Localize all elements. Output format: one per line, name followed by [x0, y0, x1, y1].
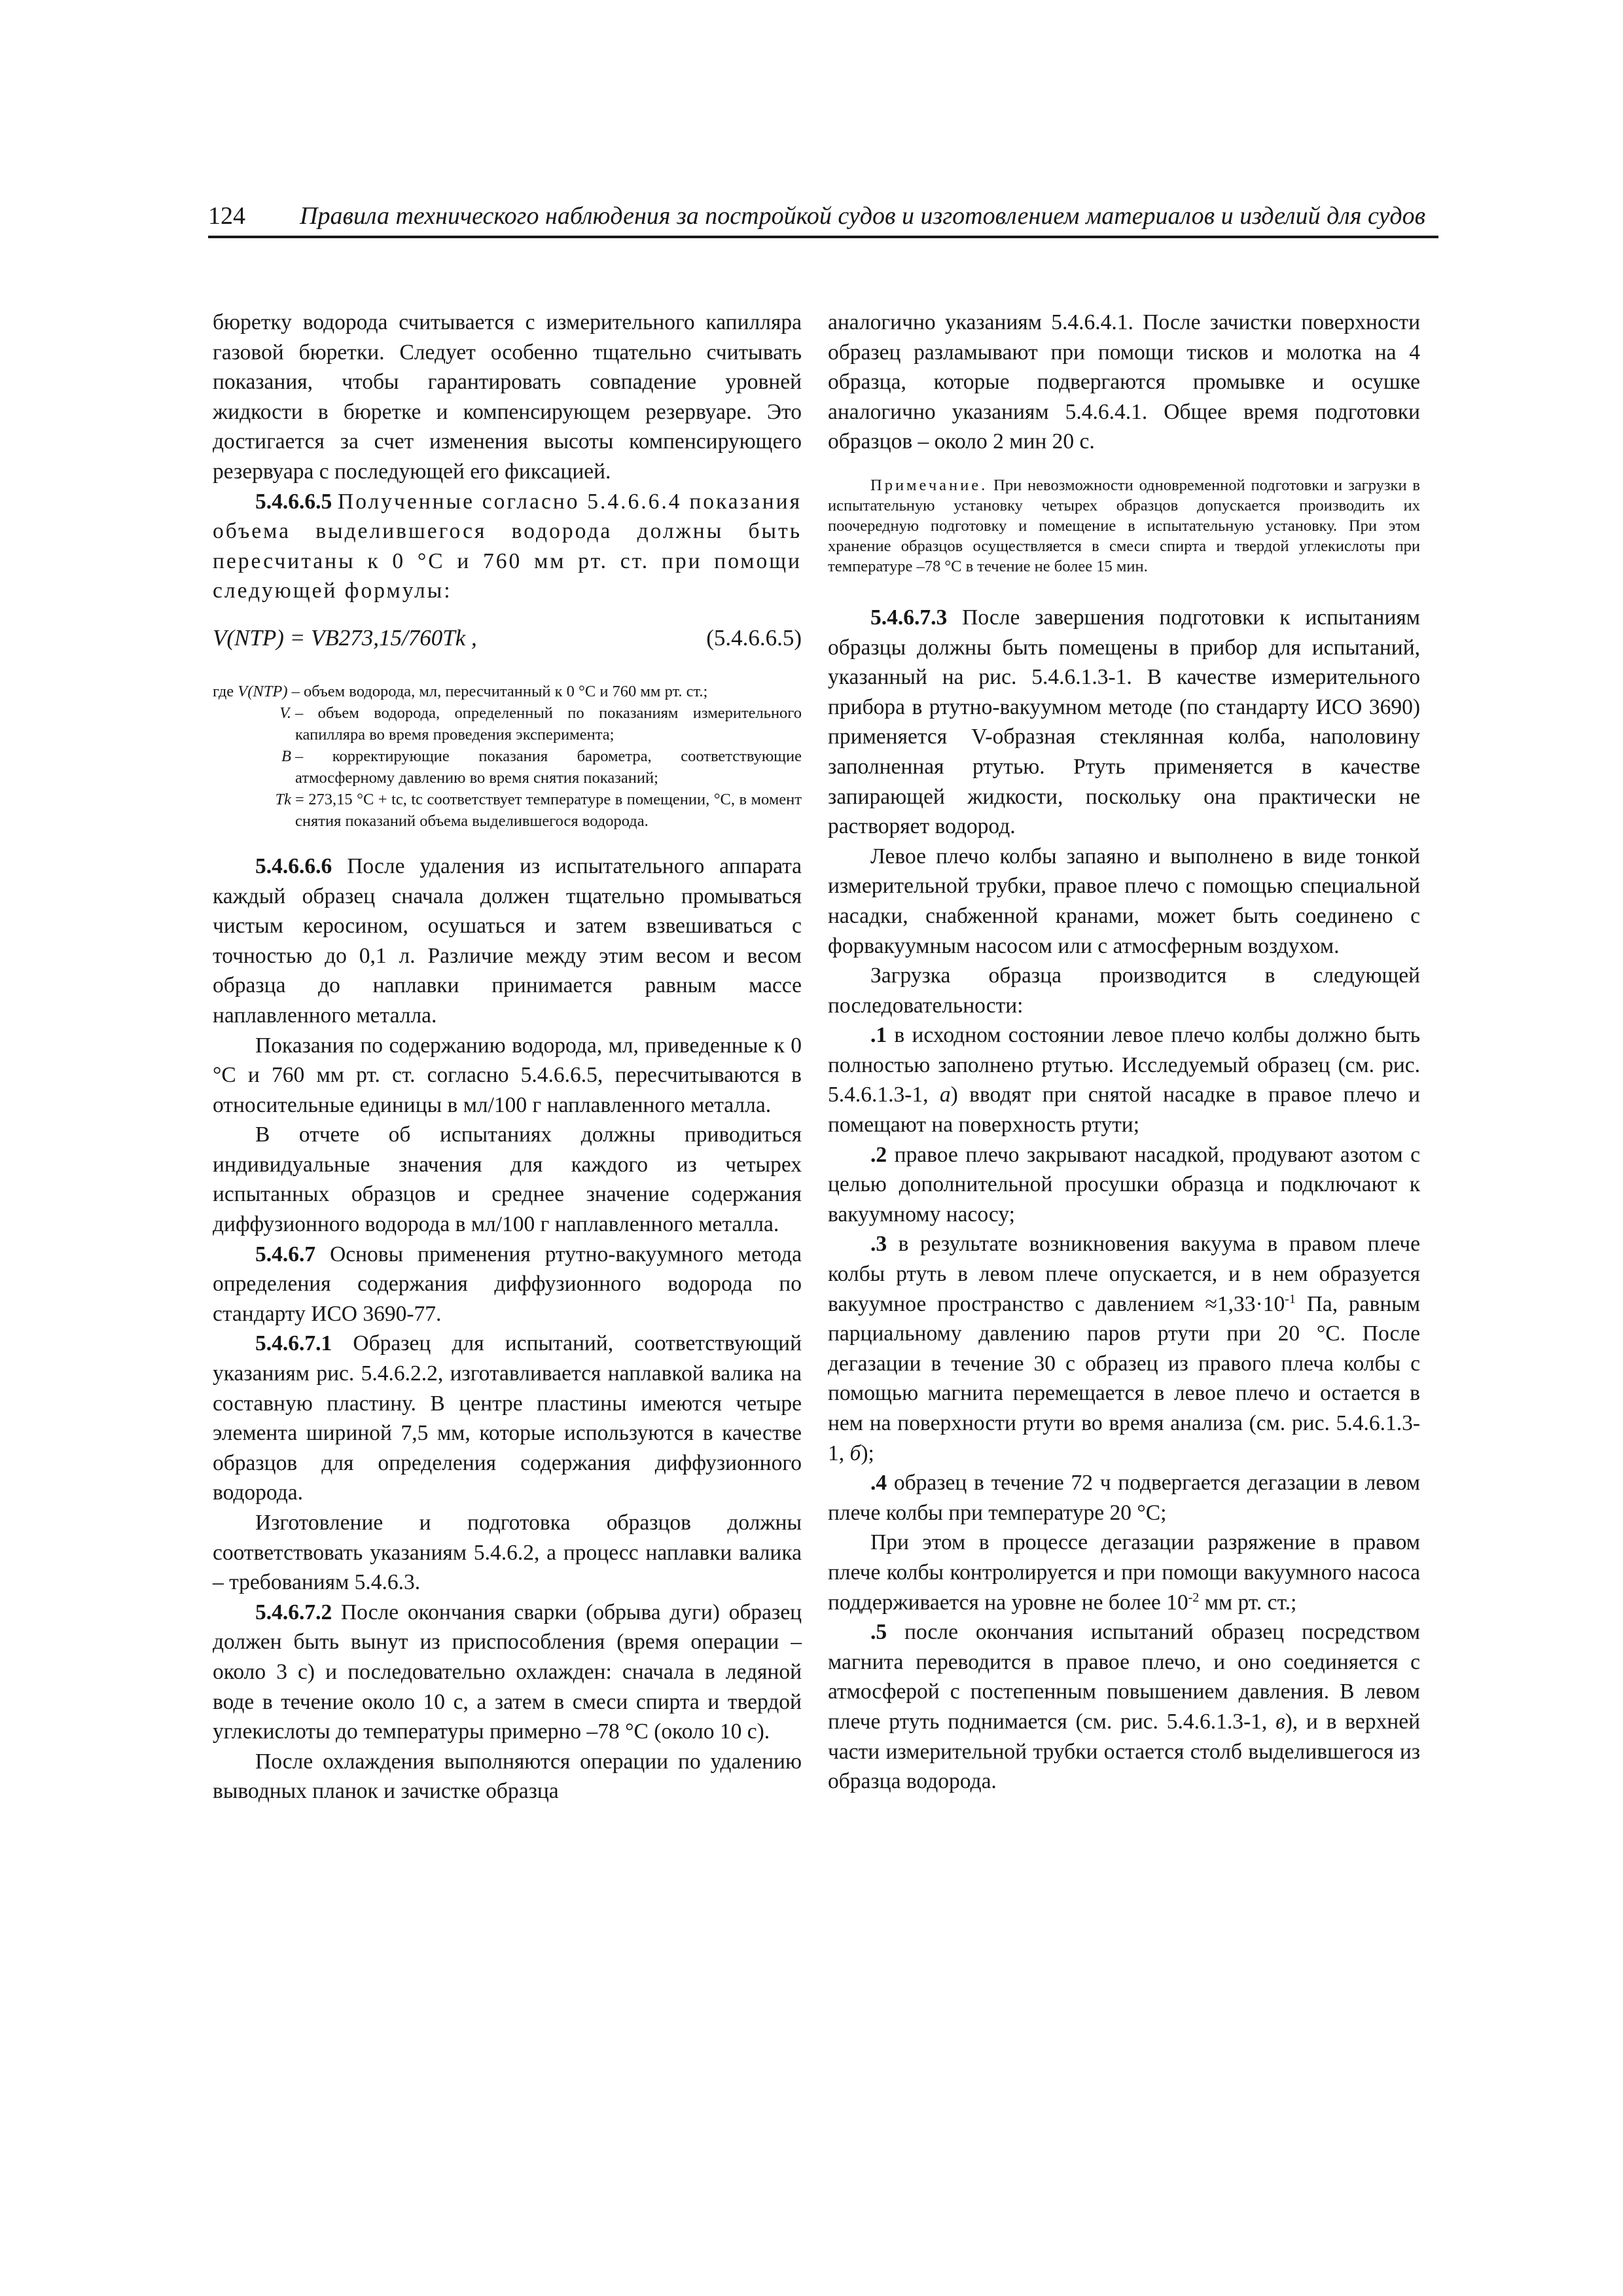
clause-number: 5.4.6.7	[255, 1242, 316, 1266]
paragraph-text: Левое плечо колбы запаяно и выполнено в виде тонкой измерительной трубки, правое плечо с помощью специальной насадки, снабженной кранами, может быть соединено с форвакуумным насосом или с атмосферным воздухом.	[828, 844, 1420, 958]
definition-item	[213, 789, 802, 832]
exponent: -1	[1285, 1291, 1296, 1306]
clause-number: 5.4.6.7.2	[255, 1600, 332, 1624]
formula-expression: V(NTP) = VB273,15/760Tk ,	[213, 624, 477, 651]
paragraph-text: После завершения подготовки к испытаниям образцы должны быть помещены в прибор для испытаний, указанный на рис. 5.4.6.1.3-1. В качестве измерительного прибора в ртутно-вакуумном методе (по стандарту ИСО 3690) применяется V-образная стеклянная колба, наполовину заполненная ртутью. Ртуть применяется в качестве запирающей жидкости, поскольку она практически не растворяет водород.	[828, 605, 1420, 839]
paragraph-5-4-6-6-5	[213, 487, 802, 606]
list-text: Па, равным парциальному давлению паров ртути при 20 °С. После дегазации в течение 30 с образец из правого плеча колбы с помощью магнита перемещается в левое плечо и остается в нем на поверхности ртути во время анализа (см. рис. 5.4.6.1.3-1,	[828, 1291, 1420, 1465]
paragraph	[828, 961, 1420, 1020]
clause-number: 5.4.6.6.5	[255, 489, 332, 514]
clause-number: 5.4.6.7.3	[870, 605, 948, 630]
paragraph-5-4-6-7	[213, 1240, 802, 1329]
paragraph-5-4-6-7-2	[213, 1598, 802, 1747]
figure-letter: в	[1275, 1709, 1285, 1734]
paragraph-5-4-6-6-6	[213, 852, 802, 1031]
note-body: При невозможности одновременной подготовки и загрузки в испытательную установку четырех образцов допускается производить их поочередную подготовку и помещение в испытательную установку. При этом хранение образцов осуществляется в смеси спирта и твердой углекислоты при температуре –78 °С в течение не более 15 мин.	[828, 476, 1420, 575]
list-text: образец в течение 72 ч подвергается дегазации в левом плече колбы при температуре 20 °С;	[828, 1471, 1421, 1525]
paragraph-text: аналогично указаниям 5.4.6.4.1. После зачистки поверхности образец разламывают при помощи тисков и молотка на 4 образца, которые подвергаются промывке и осушке аналогично указаниям 5.4.6.4.1. Общее время подготовки образцов – около 2 мин 20 с.	[828, 310, 1420, 454]
paragraph-text: Изготовление и подготовка образцов должны соответствовать указаниям 5.4.6.2, а процесс наплавки валика – требованиям 5.4.6.3.	[213, 1511, 802, 1595]
paragraph-5-4-6-7-3	[828, 603, 1420, 842]
definition-item	[213, 702, 802, 745]
paragraph	[828, 842, 1420, 961]
paragraph-text: После охлаждения выполняются операции по удалению выводных планок и зачистке образца	[213, 1749, 802, 1804]
note-block	[828, 475, 1420, 577]
list-text: );	[861, 1441, 874, 1465]
where-label: где	[213, 682, 234, 700]
paragraph-text: После окончания сварки (обрыва дуги) образец должен быть вынут из приспособления (время операции – около 3 с) и последовательно охлажден: сначала в ледяной воде в течение около 10 с, а затем в смеси спирта и твердой углекислоты до температуры примерно –78 °С (около 10 с).	[213, 1600, 802, 1744]
paragraph-text: Образец для испытаний, соответствующий указаниям рис. 5.4.6.2.2, изготавливается наплавкой валика на составную пластину. В центре пластины имеются четыре элемента шириной 7,5 мм, которые используются в качестве образцов для определения содержания диффузионного водорода.	[213, 1331, 802, 1505]
definition-text: = 273,15 °С + tc, tc соответствует температуре в помещении, °С, в момент снятия показаний объема выделившегося водорода.	[295, 790, 802, 830]
exponent: -2	[1188, 1590, 1200, 1605]
right-column	[828, 308, 1420, 1797]
list-marker: .4	[870, 1471, 887, 1496]
paragraph-text: Показания по содержанию водорода, мл, приведенные к 0 °С и 760 мм рт. ст. согласно 5.4.6.6.5, пересчитываются в относительные единицы в мл/100 г наплавленного металла.	[213, 1033, 802, 1117]
paragraph-text: Загрузка образца производится в следующей последовательности:	[828, 963, 1420, 1018]
paragraph	[828, 1528, 1420, 1617]
list-item-2	[828, 1140, 1420, 1230]
list-marker: .5	[870, 1620, 887, 1645]
formula-number: (5.4.6.6.5)	[706, 624, 802, 651]
definition-symbol: V(NTP)	[238, 682, 288, 700]
figure-letter: а	[939, 1083, 951, 1107]
definition-item	[213, 745, 802, 789]
paragraph	[213, 1120, 802, 1239]
figure-letter: б	[849, 1441, 861, 1465]
list-text: в исходном состоянии левое плечо колбы должно быть полностью заполнено ртутью. Исследуемый образец (см. рис. 5.4.6.1.3-1,	[828, 1023, 1420, 1107]
definition-text: – объем водорода, мл, пересчитанный к 0 °С и 760 мм рт. ст.;	[291, 682, 708, 700]
list-marker: .3	[870, 1232, 887, 1257]
paragraph	[828, 308, 1420, 457]
running-title: Правила технического наблюдения за постройкой судов и изготовлением материалов и изделий для судов	[300, 202, 1426, 230]
left-column	[213, 308, 802, 1806]
paragraph-text: В отчете об испытаниях должны приводиться индивидуальные значения для каждого из четырех испытанных образцов и среднее значение содержания диффузионного водорода в мл/100 г наплавленного металла.	[213, 1122, 802, 1237]
definition-text: – объем водорода, определенный по показаниям измерительного капилляра во время проведения эксперимента;	[295, 704, 802, 744]
list-item-4	[828, 1468, 1420, 1528]
definition-symbol: B	[281, 747, 291, 765]
list-item-1	[828, 1020, 1420, 1139]
list-item-3	[828, 1229, 1420, 1468]
list-text: ) вводят при снятой насадке в правое плечо и помещают на поверхность ртути;	[828, 1083, 1420, 1138]
paragraph-text: Основы применения ртутно-вакуумного метода определения содержания диффузионного водорода по стандарту ИСО 3690-77.	[213, 1242, 802, 1326]
definition-text: – корректирующие показания барометра, соответствующие атмосферному давлению во время снятия показаний;	[295, 747, 802, 787]
page-number: 124	[208, 202, 245, 230]
list-marker: .2	[870, 1142, 887, 1167]
formula	[213, 615, 802, 664]
paragraph-text: После удаления из испытательного аппарата каждый образец сначала должен тщательно промываться чистым керосином, осушаться и затем взвешиваться с точностью до 0,1 л. Различие между этим весом и весом образца до наплавки принимается равным массе наплавленного металла.	[213, 853, 802, 1028]
clause-number: 5.4.6.7.1	[255, 1331, 332, 1356]
note-text	[828, 475, 1420, 577]
paragraph-text: бюретку водорода считывается с измерительного капилляра газовой бюретки. Следует особенно тщательно считывать показания, чтобы гарантировать совпадение уровней жидкости в бюретке и компенсирующем резервуаре. Это достигается за счет изменения высоты компенсирующего резервуара с последующей его фиксацией.	[213, 310, 802, 484]
definition-symbol: Tk	[275, 790, 291, 808]
definition-symbol: V.	[279, 704, 291, 722]
clause-number: 5.4.6.6.6	[255, 853, 332, 878]
list-text: правое плечо закрывают насадкой, продувают азотом с целью дополнительной просушки образца и подключают к вакуумному насосу;	[828, 1142, 1420, 1227]
list-marker: .1	[870, 1023, 887, 1048]
paragraph	[213, 1508, 802, 1598]
paragraph	[213, 308, 802, 487]
list-text: ), и в верхней части измерительной трубки остается столб выделившегося из образца водорода.	[828, 1709, 1420, 1794]
note-label: Примечание.	[870, 476, 988, 494]
paragraph-5-4-6-7-1	[213, 1329, 802, 1508]
paragraph	[213, 1747, 802, 1806]
paragraph-text: мм рт. ст.;	[1199, 1590, 1297, 1615]
page-header	[208, 196, 1438, 238]
formula-definitions	[213, 681, 802, 832]
list-text: в результате возникновения вакуума в правом плече колбы ртуть в левом плече опускается, и в нем образуется вакуумное пространство с давлением ≈1,33·10	[828, 1232, 1421, 1316]
paragraph-text: При этом в процессе дегазации разряжение в правом плече колбы контролируется и при помощи вакуумного насоса поддерживается на уровне не более 10	[828, 1530, 1420, 1615]
paragraph-text: Полученные согласно 5.4.6.6.4 показания объема выделившегося водорода должны быть пересчитаны к 0 °С и 760 мм рт. ст. при помощи следующей формулы:	[213, 489, 802, 603]
list-text: после окончания испытаний образец посредством магнита переводится в правое плечо, и оно соединяется с атмосферой с постепенным повышением давления. В левом плече ртуть поднимается (см. рис. 5.4.6.1.3-1,	[828, 1620, 1420, 1734]
list-item-5	[828, 1617, 1420, 1797]
paragraph	[213, 1031, 802, 1121]
definition-item	[213, 681, 802, 702]
